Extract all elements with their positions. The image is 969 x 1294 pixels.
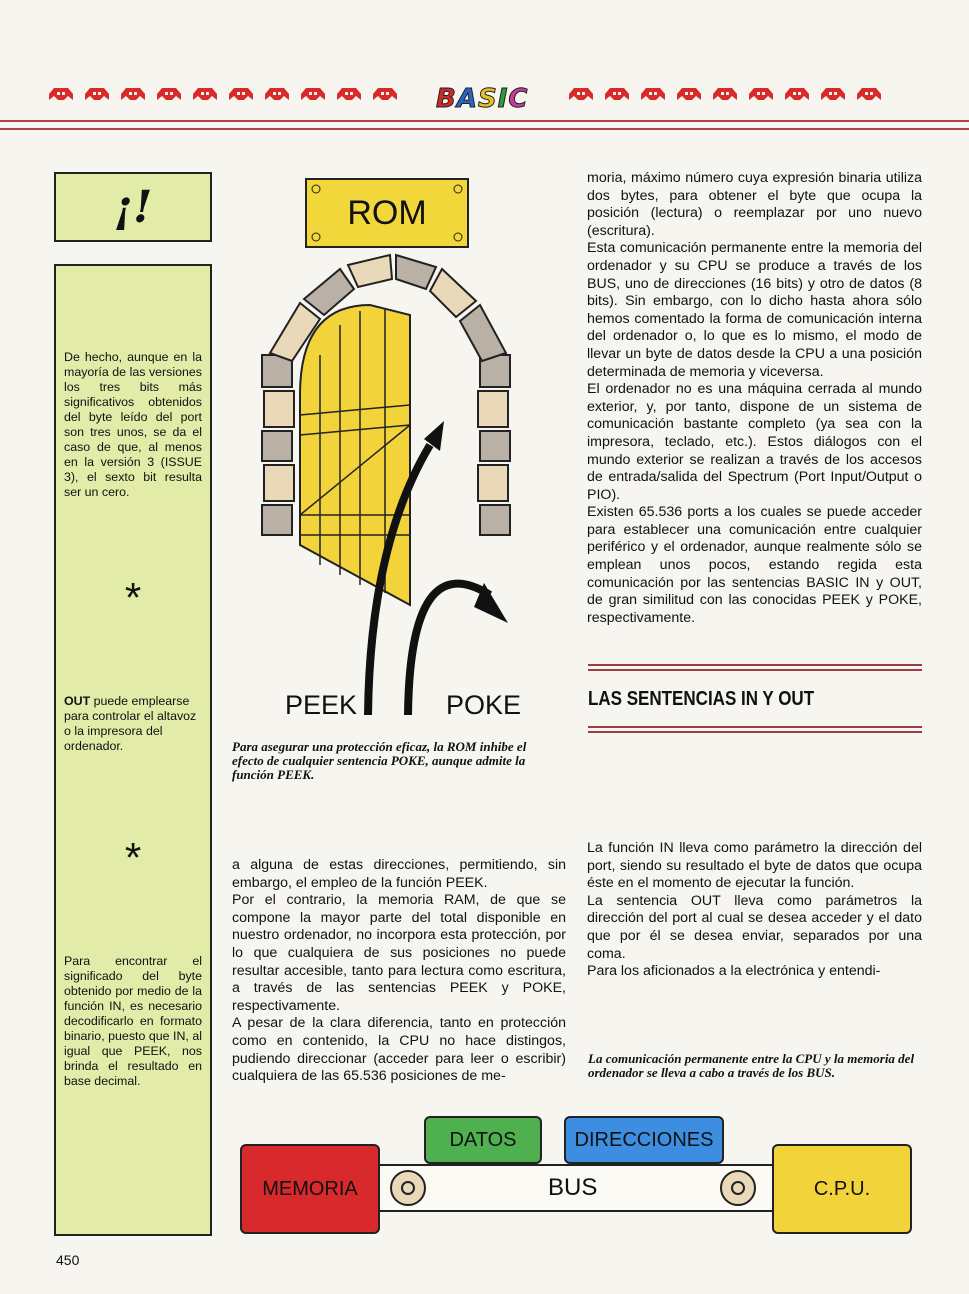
basic-logo [436,84,528,114]
invader-icon [46,82,76,104]
memoria-label: MEMORIA [262,1177,358,1200]
paragraph: La sentencia OUT lleva como parámetros la dirección del port al cual se desea acceder y el dato que por él se desea enviar, separados por una coma. [587,892,922,962]
cpu-label: C.P.U. [813,1177,871,1200]
paragraph: Existen 65.536 ports a los cuales se puede acceder para establecer una comunicación entre cualquier periférico y el ordenador, aunque realmente sólo se emplean unos pocos, estando regida esta comunicación por las sentencias BASIC IN y OUT, de gran similitud con las conocidas PEEK y POKE, respectivamente. [587,504,922,626]
invader-icon [710,82,740,104]
rom-plate [305,178,469,248]
logo-letter: C [508,84,529,114]
logo-letter: A [456,84,478,114]
sidebar-header-box [54,172,212,242]
gear-icon [388,1166,428,1210]
invader-icon [854,82,884,104]
invader-icon [370,82,400,104]
right-column [587,170,922,627]
invader-icon [566,82,596,104]
direcciones-box [564,1116,724,1164]
middle-column [232,857,566,1086]
gear-icon [718,1166,758,1210]
paragraph: La función IN lleva como parámetro la dirección del port, siendo su resultado el byte de datos que ocupa éste en el momento de ejecutar la función. [587,840,922,892]
invader-icon [262,82,292,104]
asterisk-icon: * [124,574,142,621]
paragraph: Para los aficionados a la electrónica y entendi- [587,963,881,980]
section-body [587,840,922,981]
bus-label: BUS [548,1174,598,1201]
page-number: 450 [56,1252,80,1268]
invader-icon [298,82,328,104]
exclamation-icon: ¡! [113,182,153,233]
logo-letter: B [436,84,457,114]
paragraph: A pesar de la clara diferencia, tanto en protección como en contenido, la CPU no hace distingos, pudiendo direccionar (acceder para leer o escribir) cualquiera de las 65.536 posiciones de me- [232,1015,566,1085]
paragraph: a alguna de estas direcciones, permitiendo, sin embargo, el empleo de la función PEEK. [232,857,566,891]
invader-icon [818,82,848,104]
cpu-box [772,1144,912,1234]
sidebar-note-3: Para encontrar el significado del byte obtenido por medio de la función IN, es necesario decodificarlo en formato binario, puesto que IN, al igual que PEEK, nos brinda el resultado en base decimal. [64,954,202,1088]
invader-icon [226,82,256,104]
invader-icon [638,82,668,104]
invader-icon [118,82,148,104]
invader-row-left [46,82,400,104]
sidebar-note-1: De hecho, aunque en la mayoría de las versiones los tres bits más significativos obtenidos del byte leído del port son tres unos, se da el caso de que, al menos en la versión 3 (ISSUE 3), el sexto bit resulta ser un cero. [64,350,202,499]
invader-icon [190,82,220,104]
sidebar-note-2 [64,694,202,754]
datos-box [424,1116,542,1164]
section-title: LAS SENTENCIAS IN Y OUT [588,688,815,710]
invader-icon [154,82,184,104]
rom-door-illustration [240,245,570,735]
invader-icon [82,82,112,104]
sidebar-notes [54,264,212,1236]
invader-icon [674,82,704,104]
memoria-box [240,1144,380,1234]
section-rule-bottom [588,726,922,733]
invader-icon [746,82,776,104]
peek-label: PEEK [285,690,358,720]
illustration-caption: Para asegurar una protección eficaz, la ROM inhibe el efecto de cualquier sentencia POKE, aunque admite la función PEEK. [232,739,527,782]
paragraph: moria, máximo número cuya expresión binaria utiliza dos bytes, para obtener el byte que ocupa la posición (lectura) o reemplazar por uno nuevo (escritura). [587,170,922,239]
logo-letter: S [477,84,498,114]
bus-caption: La comunicación permanente entre la CPU y la memoria del ordenador se lleva a cabo a través de los BUS. [588,1051,915,1080]
asterisk-icon: * [124,834,142,881]
rom-label: ROM [347,194,427,232]
invader-icon [782,82,812,104]
paragraph: Esta comunicación permanente entre la memoria del ordenador y su CPU se produce a través de los BUS, uno de direcciones (16 bits) y otro de datos (8 bits). Sin embargo, con lo dicho hasta ahora sólo hemos comentado la forma de comunicación interna del ordenador o, lo que es lo mismo, el modo de llevar un byte de datos desde la CPU a una posición determinada de memoria y viceversa. [587,240,922,380]
direcciones-label: DIRECCIONES [574,1128,714,1151]
paragraph: El ordenador no es una máquina cerrada al mundo exterior, y, por tanto, dispone de un sistema de comunicación bastante completo (ya sea con la impresora, teclado, etc.). Estos diálogos con el mundo exterior se realizan a través de los accesos de entrada/salida del Spectrum (Port Input/Output o PIO). [587,381,922,503]
sidebar-note-2-keyword: OUT [64,694,91,708]
datos-label: DATOS [449,1128,517,1151]
poke-label: POKE [446,690,522,720]
sidebar-note-2-text: puede emplearse para controlar el altavoz o la impresora del ordenador. [64,694,197,753]
header-rule-bottom [0,128,969,130]
section-rule-top [588,664,922,671]
paragraph: Por el contrario, la memoria RAM, de que se compone la mayor parte del total disponible en nuestro ordenador, no incorpora esta protección, por lo que cualquiera de sus posiciones no puede resultar accesible, tanto para lectura como escritura, a través de las sentencias PEEK y POKE, respectivamente. [232,892,566,1014]
invader-icon [334,82,364,104]
logo-letter: I [497,84,509,114]
header-rule-top [0,120,969,122]
invader-row-right [566,82,884,104]
invader-icon [602,82,632,104]
